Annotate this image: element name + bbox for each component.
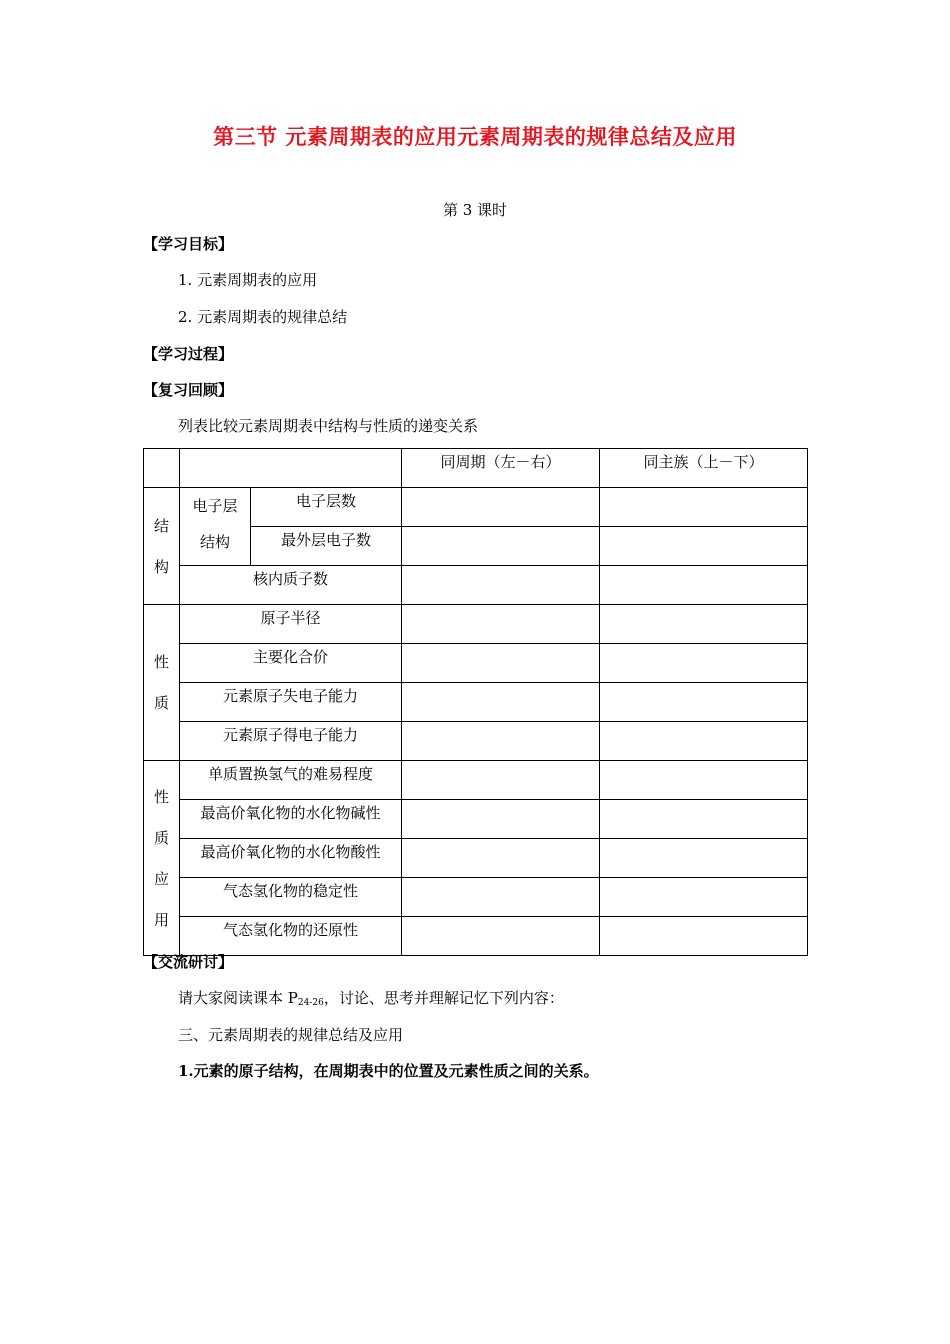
table-cell-empty xyxy=(402,566,600,605)
row-label-layer-count: 电子层数 xyxy=(251,488,402,527)
table-cell-empty xyxy=(144,449,180,488)
table-cell-empty xyxy=(402,800,600,839)
table-cell-empty xyxy=(600,605,808,644)
review-heading: 【复习回顾】 xyxy=(143,381,234,399)
table-cell-empty xyxy=(600,917,808,956)
table-row xyxy=(144,839,808,878)
table-row xyxy=(144,761,808,800)
row-label-hydroxide-base: 最高价氧化物的水化物碱性 xyxy=(180,800,402,839)
property-label: 性 质 xyxy=(144,605,180,761)
table-cell-empty xyxy=(180,449,402,488)
table-row xyxy=(144,644,808,683)
table-row xyxy=(144,917,808,956)
table-row xyxy=(144,800,808,839)
table-cell-empty xyxy=(600,839,808,878)
table-cell-empty xyxy=(402,839,600,878)
property-application-label: 性 质 应 用 xyxy=(144,761,180,956)
row-label-proton-count: 核内质子数 xyxy=(180,566,402,605)
header-same-period: 同周期（左－右） xyxy=(402,449,600,488)
table-row xyxy=(144,449,808,488)
table-cell-empty xyxy=(600,761,808,800)
section-three-heading: 三、元素周期表的规律总结及应用 xyxy=(178,1026,404,1044)
table-cell-empty xyxy=(600,800,808,839)
table-cell-empty xyxy=(402,722,600,761)
row-label-hydride-stability: 气态氢化物的稳定性 xyxy=(180,878,402,917)
table-cell-empty xyxy=(402,644,600,683)
table-row xyxy=(144,605,808,644)
table-cell-empty xyxy=(600,488,808,527)
row-label-hydroxide-acid: 最高价氧化物的水化物酸性 xyxy=(180,839,402,878)
row-label-atomic-radius: 原子半径 xyxy=(180,605,402,644)
table-cell-empty xyxy=(402,878,600,917)
reading-instruction: 请大家阅读课本 $P_{24-26}$，讨论、思考并理解记忆下列内容： xyxy=(178,989,564,1008)
learning-goals-heading: 【学习目标】 xyxy=(143,235,234,253)
row-label-lose-electron: 元素原子失电子能力 xyxy=(180,683,402,722)
table-cell-empty xyxy=(600,683,808,722)
lesson-subtitle: 第 3 课时 xyxy=(442,201,508,219)
learning-process-heading: 【学习过程】 xyxy=(143,345,234,363)
electron-layer-structure-label: 电子层 结构 xyxy=(180,488,251,566)
table-row xyxy=(144,683,808,722)
row-label-gain-electron: 元素原子得电子能力 xyxy=(180,722,402,761)
structure-label: 结 构 xyxy=(144,488,180,605)
table-cell-empty xyxy=(402,527,600,566)
header-same-group: 同主族（上－下） xyxy=(600,449,808,488)
row-label-outer-electrons: 最外层电子数 xyxy=(251,527,402,566)
table-cell-empty xyxy=(402,605,600,644)
review-text: 列表比较元素周期表中结构与性质的递变关系 xyxy=(178,417,479,435)
table-row xyxy=(144,488,808,527)
row-label-valence: 主要化合价 xyxy=(180,644,402,683)
goal-item-2: 2. 元素周期表的规律总结 xyxy=(178,308,348,326)
comparison-table xyxy=(143,448,808,956)
table-cell-empty xyxy=(402,488,600,527)
table-row xyxy=(144,722,808,761)
table-cell-empty xyxy=(600,566,808,605)
table-cell-empty xyxy=(600,644,808,683)
exchange-discussion-heading: 【交流研讨】 xyxy=(143,953,234,971)
table-cell-empty xyxy=(600,878,808,917)
table-cell-empty xyxy=(402,917,600,956)
document-title: 第三节 元素周期表的应用元素周期表的规律总结及应用 xyxy=(213,124,737,149)
table-row xyxy=(144,566,808,605)
table-cell-empty xyxy=(402,761,600,800)
row-label-displace-hydrogen: 单质置换氢气的难易程度 xyxy=(180,761,402,800)
table-cell-empty xyxy=(600,722,808,761)
goal-item-1: 1. 元素周期表的应用 xyxy=(178,271,318,289)
point-one-heading: 1.元素的原子结构，在周期表中的位置及元素性质之间的关系。 xyxy=(178,1062,599,1080)
table-cell-empty xyxy=(600,527,808,566)
table-row xyxy=(144,878,808,917)
row-label-hydride-reducibility: 气态氢化物的还原性 xyxy=(180,917,402,956)
table-cell-empty xyxy=(402,683,600,722)
